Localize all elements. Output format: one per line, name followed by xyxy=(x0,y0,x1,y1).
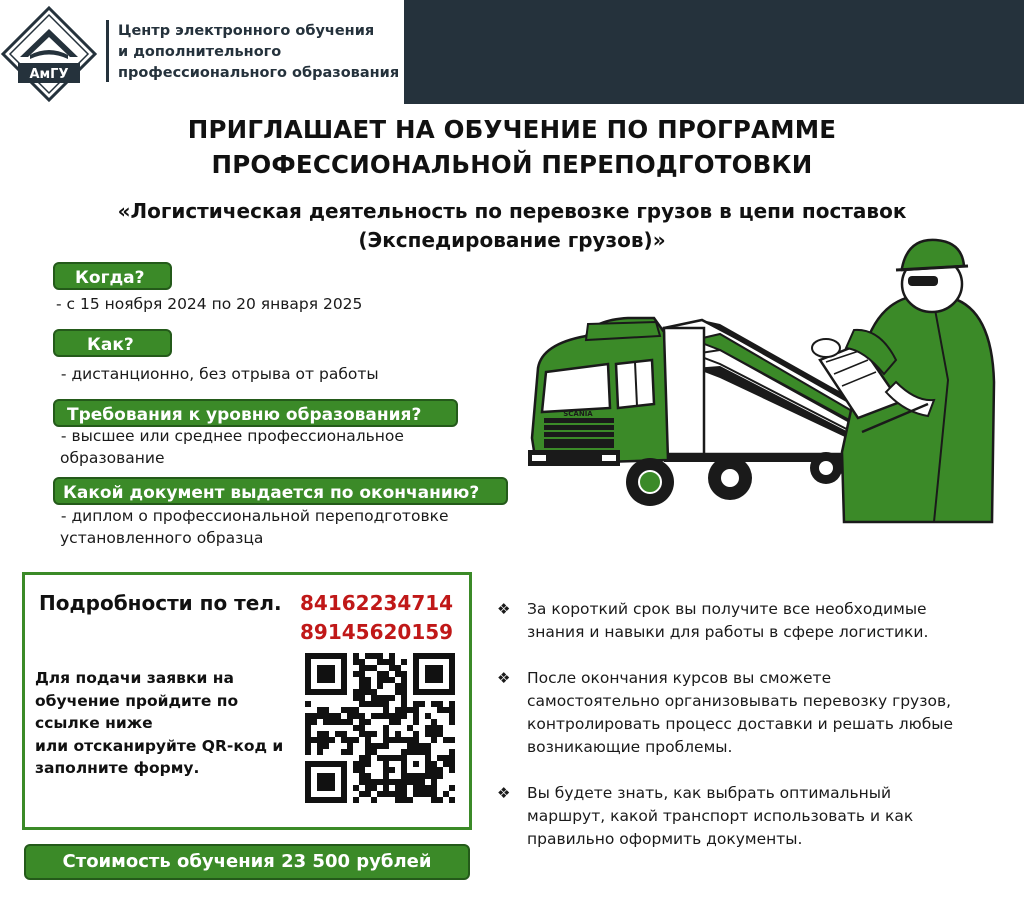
benefit-line: знания и навыки для работы в сфере логистики. xyxy=(527,623,929,641)
benefit-line: За короткий срок вы получите все необходимые xyxy=(527,600,927,618)
answer-when: - с 15 ноября 2024 по 20 января 2025 xyxy=(56,295,363,313)
answer-how: - дистанционно, без отрыва от работы xyxy=(56,365,379,383)
contacts-panel xyxy=(22,572,472,830)
badge-how: Как? xyxy=(53,329,172,357)
qr-code[interactable] xyxy=(305,653,455,803)
org-name xyxy=(118,21,399,84)
answer-line: образование xyxy=(60,449,165,467)
benefit-line: Вы будете знать, как выбрать оптимальный xyxy=(527,784,892,802)
benefit-line: возникающие проблемы. xyxy=(527,738,733,756)
price-banner: Стоимость обучения 23 500 рублей xyxy=(24,844,470,880)
phone-label: Подробности по тел. xyxy=(39,591,282,615)
truck-brand: SCANIA xyxy=(563,410,593,418)
org-line: профессионального образования xyxy=(118,65,400,81)
phone-number[interactable]: 84162234714 xyxy=(300,591,454,615)
amgu-logo xyxy=(0,5,98,103)
diamond-bullet-icon: ❖ xyxy=(497,784,511,802)
apply-line: Для подачи заявки на xyxy=(35,669,234,687)
org-line: Центр электронного обучения xyxy=(118,23,375,39)
org-line: и дополнительного xyxy=(118,44,282,60)
header-band xyxy=(404,0,1024,104)
answer-line: установленного образца xyxy=(60,529,264,547)
title-line: ПРИГЛАШАЕТ НА ОБУЧЕНИЕ ПО ПРОГРАММЕ xyxy=(187,115,837,144)
diamond-bullet-icon: ❖ xyxy=(497,600,511,618)
benefit-line: самостоятельно организовывать перевозку грузов, xyxy=(527,692,952,710)
title-line: ПРОФЕССИОНАЛЬНОЙ ПЕРЕПОДГОТОВКИ xyxy=(211,150,813,179)
apply-line: обучение пройдите по xyxy=(35,691,239,710)
phone-number[interactable]: 89145620159 xyxy=(300,620,454,644)
program-line: «Логистическая деятельность по перевозке грузов в цепи поставок xyxy=(117,199,907,223)
truck-illustration xyxy=(524,232,1000,532)
benefit-line: контролировать процесс доставки и решать любые xyxy=(527,715,954,733)
answer-line: - диплом о профессиональной переподготовке xyxy=(56,507,449,525)
program-line: (Экспедирование грузов)» xyxy=(358,228,666,252)
apply-line: заполните форму. xyxy=(35,759,200,777)
answer-education xyxy=(56,425,404,469)
badge-document: Какой документ выдается по окончанию? xyxy=(53,477,508,505)
apply-line: ссылке ниже xyxy=(35,714,153,732)
page-title xyxy=(0,112,1024,182)
answer-line: - высшее или среднее профессиональное xyxy=(56,427,404,445)
diamond-bullet-icon: ❖ xyxy=(497,669,511,687)
apply-line: или отсканируйте QR-код и xyxy=(35,736,284,755)
apply-instructions xyxy=(35,667,297,780)
badge-education: Требования к уровню образования? xyxy=(53,399,458,427)
badge-when: Когда? xyxy=(53,262,172,290)
header-divider xyxy=(106,20,109,82)
benefit-line: После окончания курсов вы сможете xyxy=(527,669,832,687)
benefit-line: маршрут, какой транспорт использовать и как xyxy=(527,807,914,825)
answer-document xyxy=(56,505,448,549)
benefit-line: правильно оформить документы. xyxy=(527,830,803,848)
logo-text: АмГУ xyxy=(29,67,69,82)
